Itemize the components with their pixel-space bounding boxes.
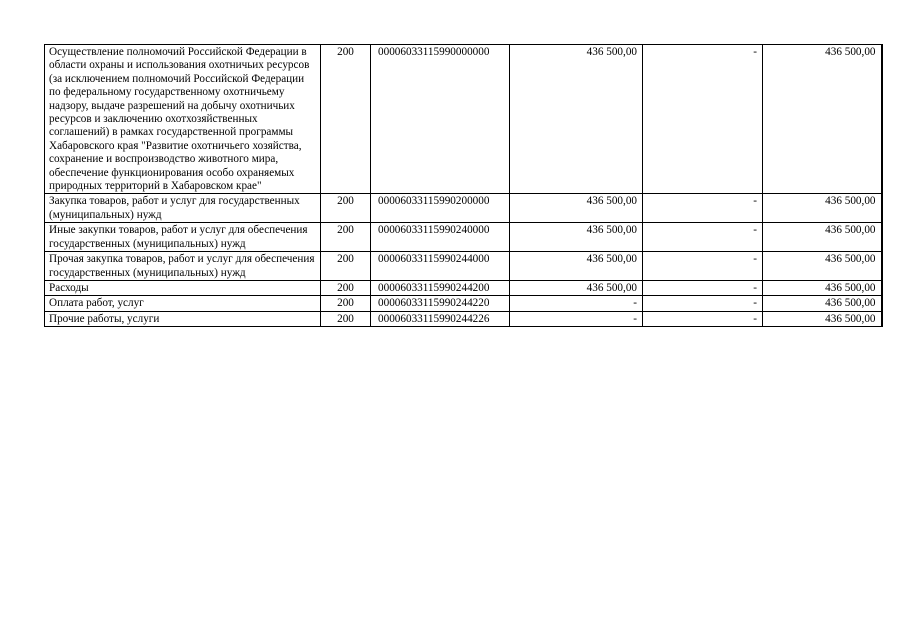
- executed-amount: -: [643, 223, 763, 252]
- executed-amount: -: [643, 194, 763, 223]
- row-name: Иные закупки товаров, работ и услуг для обеспечения государственных (муниципальных) нужд: [45, 223, 321, 252]
- row-name: Расходы: [45, 280, 321, 295]
- unexecuted-amount: 436 500,00: [763, 252, 882, 281]
- row-name: Прочая закупка товаров, работ и услуг для обеспечения государственных (муниципальных) нужд: [45, 252, 321, 281]
- approved-amount: -: [510, 311, 643, 326]
- executed-amount: -: [643, 296, 763, 311]
- executed-amount: -: [643, 45, 763, 194]
- table-row: [45, 194, 882, 223]
- table-row: [45, 223, 882, 252]
- line-code: 200: [321, 311, 371, 326]
- unexecuted-amount: 436 500,00: [763, 296, 882, 311]
- table-row: [45, 311, 882, 326]
- approved-amount: 436 500,00: [510, 252, 643, 281]
- table-row: [45, 45, 882, 194]
- row-name: Оплата работ, услуг: [45, 296, 321, 311]
- line-code: 200: [321, 296, 371, 311]
- approved-amount: 436 500,00: [510, 194, 643, 223]
- approved-amount: 436 500,00: [510, 280, 643, 295]
- unexecuted-amount: 436 500,00: [763, 223, 882, 252]
- budget-code: 00006033115990244226: [371, 311, 510, 326]
- table-row: [45, 280, 882, 295]
- approved-amount: 436 500,00: [510, 223, 643, 252]
- row-name: Осуществление полномочий Российской Федерации в области охраны и использования охотничьих ресурсов (за исключением полномочий Российской Федерации по федеральному государственному охотничьему надзору, выдаче разрешений на добычу охотничьих ресурсов и заключению охотхозяйственных соглашений) в рамках государственной программы Хабаровского края "Развитие охотничьего хозяйства, сохранение и воспроизводство животного мира, обеспечение функционирования особо охраняемых природных территорий в Хабаровском крае": [45, 45, 321, 194]
- unexecuted-amount: 436 500,00: [763, 194, 882, 223]
- executed-amount: -: [643, 252, 763, 281]
- approved-amount: 436 500,00: [510, 45, 643, 194]
- table-row: [45, 252, 882, 281]
- line-code: 200: [321, 280, 371, 295]
- budget-code: 00006033115990244200: [371, 280, 510, 295]
- unexecuted-amount: 436 500,00: [763, 45, 882, 194]
- line-code: 200: [321, 194, 371, 223]
- unexecuted-amount: 436 500,00: [763, 311, 882, 326]
- line-code: 200: [321, 223, 371, 252]
- budget-code: 00006033115990200000: [371, 194, 510, 223]
- executed-amount: -: [643, 280, 763, 295]
- unexecuted-amount: 436 500,00: [763, 280, 882, 295]
- line-code: 200: [321, 45, 371, 194]
- budget-code: 00006033115990000000: [371, 45, 510, 194]
- budget-code: 00006033115990240000: [371, 223, 510, 252]
- budget-code: 00006033115990244220: [371, 296, 510, 311]
- table-row: [45, 296, 882, 311]
- row-name: Прочие работы, услуги: [45, 311, 321, 326]
- line-code: 200: [321, 252, 371, 281]
- row-name: Закупка товаров, работ и услуг для государственных (муниципальных) нужд: [45, 194, 321, 223]
- budget-execution-table: [44, 44, 883, 327]
- budget-code: 00006033115990244000: [371, 252, 510, 281]
- approved-amount: -: [510, 296, 643, 311]
- executed-amount: -: [643, 311, 763, 326]
